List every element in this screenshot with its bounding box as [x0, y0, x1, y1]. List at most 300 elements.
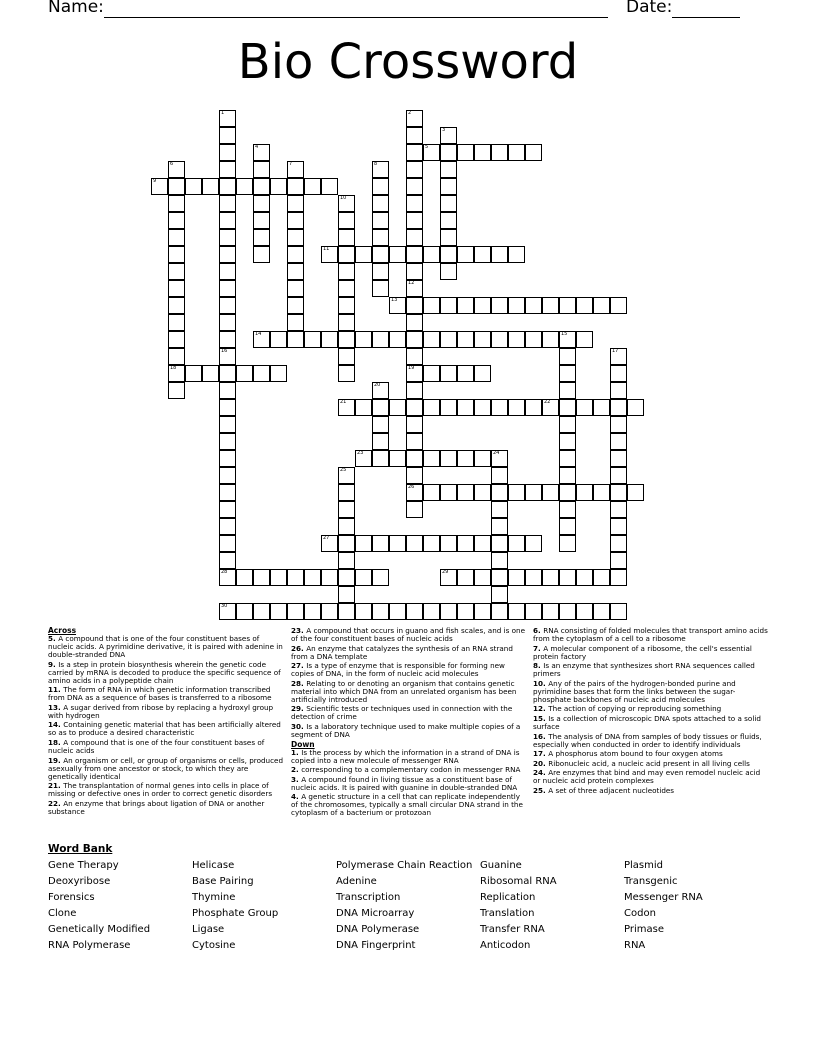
crossword-cell[interactable] — [253, 161, 270, 178]
crossword-cell[interactable] — [576, 399, 593, 416]
crossword-cell[interactable] — [559, 450, 576, 467]
crossword-cell[interactable] — [338, 263, 355, 280]
crossword-cell[interactable] — [338, 467, 355, 484]
crossword-cell[interactable] — [406, 382, 423, 399]
crossword-cell[interactable] — [559, 603, 576, 620]
crossword-cell[interactable] — [508, 331, 525, 348]
crossword-cell[interactable] — [168, 178, 185, 195]
crossword-cell[interactable] — [610, 382, 627, 399]
crossword-cell[interactable] — [219, 280, 236, 297]
crossword-cell[interactable] — [491, 586, 508, 603]
crossword-cell[interactable] — [406, 110, 423, 127]
crossword-cell[interactable] — [627, 484, 644, 501]
crossword-cell[interactable] — [423, 535, 440, 552]
crossword-cell[interactable] — [406, 212, 423, 229]
crossword-cell[interactable] — [593, 484, 610, 501]
crossword-cell[interactable] — [372, 331, 389, 348]
crossword-cell[interactable] — [287, 161, 304, 178]
crossword-cell[interactable] — [389, 450, 406, 467]
crossword-cell[interactable] — [406, 263, 423, 280]
crossword-cell[interactable] — [406, 195, 423, 212]
crossword-cell[interactable] — [236, 178, 253, 195]
crossword-cell[interactable] — [338, 484, 355, 501]
crossword-cell[interactable] — [389, 603, 406, 620]
crossword-cell[interactable] — [406, 484, 423, 501]
crossword-cell[interactable] — [372, 569, 389, 586]
crossword-cell[interactable] — [406, 161, 423, 178]
crossword-cell[interactable] — [610, 365, 627, 382]
crossword-cell[interactable] — [338, 195, 355, 212]
crossword-cell[interactable] — [610, 552, 627, 569]
crossword-cell[interactable] — [202, 365, 219, 382]
crossword-cell[interactable] — [389, 535, 406, 552]
crossword-cell[interactable] — [457, 297, 474, 314]
crossword-cell[interactable] — [219, 348, 236, 365]
crossword-cell[interactable] — [457, 144, 474, 161]
crossword-cell[interactable] — [474, 484, 491, 501]
crossword-cell[interactable] — [440, 195, 457, 212]
crossword-cell[interactable] — [287, 603, 304, 620]
crossword-cell[interactable] — [168, 348, 185, 365]
crossword-cell[interactable] — [219, 110, 236, 127]
crossword-cell[interactable] — [406, 331, 423, 348]
crossword-cell[interactable] — [338, 229, 355, 246]
crossword-cell[interactable] — [559, 433, 576, 450]
crossword-cell[interactable] — [491, 297, 508, 314]
crossword-cell[interactable] — [219, 467, 236, 484]
crossword-cell[interactable] — [151, 178, 168, 195]
crossword-cell[interactable] — [253, 229, 270, 246]
crossword-cell[interactable] — [406, 501, 423, 518]
crossword-cell[interactable] — [168, 382, 185, 399]
crossword-cell[interactable] — [576, 297, 593, 314]
crossword-cell[interactable] — [559, 348, 576, 365]
crossword-cell[interactable] — [219, 433, 236, 450]
crossword-cell[interactable] — [270, 365, 287, 382]
crossword-cell[interactable] — [355, 603, 372, 620]
crossword-cell[interactable] — [610, 535, 627, 552]
crossword-cell[interactable] — [389, 399, 406, 416]
crossword-cell[interactable] — [338, 212, 355, 229]
crossword-cell[interactable] — [457, 484, 474, 501]
crossword-cell[interactable] — [321, 246, 338, 263]
crossword-cell[interactable] — [576, 569, 593, 586]
crossword-cell[interactable] — [168, 263, 185, 280]
crossword-cell[interactable] — [457, 246, 474, 263]
crossword-cell[interactable] — [372, 416, 389, 433]
crossword-cell[interactable] — [253, 246, 270, 263]
crossword-cell[interactable] — [406, 603, 423, 620]
crossword-cell[interactable] — [219, 518, 236, 535]
crossword-cell[interactable] — [406, 246, 423, 263]
crossword-cell[interactable] — [559, 467, 576, 484]
crossword-cell[interactable] — [542, 603, 559, 620]
crossword-cell[interactable] — [236, 569, 253, 586]
crossword-cell[interactable] — [610, 450, 627, 467]
crossword-cell[interactable] — [253, 569, 270, 586]
crossword-cell[interactable] — [168, 331, 185, 348]
crossword-cell[interactable] — [219, 161, 236, 178]
crossword-cell[interactable] — [236, 365, 253, 382]
crossword-cell[interactable] — [474, 603, 491, 620]
crossword-cell[interactable] — [406, 127, 423, 144]
crossword-cell[interactable] — [270, 331, 287, 348]
crossword-cell[interactable] — [168, 246, 185, 263]
crossword-cell[interactable] — [219, 552, 236, 569]
crossword-cell[interactable] — [406, 535, 423, 552]
crossword-cell[interactable] — [559, 382, 576, 399]
crossword-cell[interactable] — [508, 569, 525, 586]
crossword-cell[interactable] — [508, 297, 525, 314]
crossword-cell[interactable] — [457, 569, 474, 586]
crossword-cell[interactable] — [542, 569, 559, 586]
crossword-cell[interactable] — [491, 535, 508, 552]
crossword-cell[interactable] — [440, 603, 457, 620]
crossword-cell[interactable] — [253, 212, 270, 229]
crossword-cell[interactable] — [508, 603, 525, 620]
crossword-cell[interactable] — [287, 263, 304, 280]
crossword-cell[interactable] — [423, 399, 440, 416]
crossword-cell[interactable] — [610, 399, 627, 416]
crossword-cell[interactable] — [525, 603, 542, 620]
crossword-cell[interactable] — [338, 586, 355, 603]
crossword-cell[interactable] — [474, 246, 491, 263]
crossword-cell[interactable] — [440, 263, 457, 280]
crossword-cell[interactable] — [423, 297, 440, 314]
crossword-cell[interactable] — [372, 212, 389, 229]
crossword-cell[interactable] — [338, 552, 355, 569]
crossword-cell[interactable] — [474, 144, 491, 161]
crossword-cell[interactable] — [185, 365, 202, 382]
crossword-cell[interactable] — [168, 212, 185, 229]
crossword-cell[interactable] — [542, 484, 559, 501]
crossword-cell[interactable] — [338, 518, 355, 535]
crossword-cell[interactable] — [372, 246, 389, 263]
crossword-cell[interactable] — [253, 603, 270, 620]
crossword-cell[interactable] — [168, 297, 185, 314]
crossword-cell[interactable] — [440, 399, 457, 416]
crossword-cell[interactable] — [219, 501, 236, 518]
crossword-cell[interactable] — [338, 280, 355, 297]
crossword-cell[interactable] — [406, 348, 423, 365]
crossword-cell[interactable] — [219, 212, 236, 229]
crossword-cell[interactable] — [559, 518, 576, 535]
crossword-cell[interactable] — [457, 365, 474, 382]
crossword-cell[interactable] — [457, 399, 474, 416]
crossword-cell[interactable] — [491, 331, 508, 348]
crossword-cell[interactable] — [440, 365, 457, 382]
crossword-cell[interactable] — [287, 178, 304, 195]
crossword-cell[interactable] — [525, 569, 542, 586]
crossword-cell[interactable] — [355, 399, 372, 416]
crossword-cell[interactable] — [491, 450, 508, 467]
crossword-cell[interactable] — [219, 484, 236, 501]
crossword-cell[interactable] — [491, 569, 508, 586]
crossword-cell[interactable] — [423, 331, 440, 348]
crossword-cell[interactable] — [525, 535, 542, 552]
crossword-cell[interactable] — [168, 195, 185, 212]
crossword-cell[interactable] — [610, 297, 627, 314]
crossword-cell[interactable] — [627, 399, 644, 416]
crossword-cell[interactable] — [219, 399, 236, 416]
crossword-cell[interactable] — [372, 229, 389, 246]
crossword-cell[interactable] — [219, 178, 236, 195]
crossword-cell[interactable] — [372, 399, 389, 416]
crossword-cell[interactable] — [372, 195, 389, 212]
crossword-cell[interactable] — [389, 297, 406, 314]
crossword-cell[interactable] — [168, 229, 185, 246]
crossword-cell[interactable] — [338, 535, 355, 552]
crossword-cell[interactable] — [372, 178, 389, 195]
crossword-cell[interactable] — [338, 399, 355, 416]
crossword-cell[interactable] — [304, 331, 321, 348]
crossword-cell[interactable] — [321, 603, 338, 620]
crossword-cell[interactable] — [508, 144, 525, 161]
crossword-cell[interactable] — [253, 331, 270, 348]
crossword-cell[interactable] — [474, 535, 491, 552]
crossword-cell[interactable] — [219, 144, 236, 161]
crossword-cell[interactable] — [593, 399, 610, 416]
crossword-cell[interactable] — [610, 501, 627, 518]
crossword-cell[interactable] — [321, 535, 338, 552]
crossword-cell[interactable] — [474, 569, 491, 586]
crossword-cell[interactable] — [559, 501, 576, 518]
crossword-cell[interactable] — [219, 246, 236, 263]
crossword-cell[interactable] — [525, 297, 542, 314]
crossword-cell[interactable] — [406, 450, 423, 467]
crossword-cell[interactable] — [372, 280, 389, 297]
crossword-cell[interactable] — [491, 603, 508, 620]
crossword-cell[interactable] — [474, 365, 491, 382]
crossword-cell[interactable] — [287, 280, 304, 297]
crossword-cell[interactable] — [287, 297, 304, 314]
crossword-cell[interactable] — [525, 144, 542, 161]
crossword-cell[interactable] — [406, 229, 423, 246]
crossword-cell[interactable] — [219, 127, 236, 144]
crossword-cell[interactable] — [491, 501, 508, 518]
crossword-cell[interactable] — [593, 569, 610, 586]
crossword-cell[interactable] — [372, 263, 389, 280]
crossword-cell[interactable] — [440, 297, 457, 314]
crossword-cell[interactable] — [610, 484, 627, 501]
crossword-cell[interactable] — [610, 348, 627, 365]
crossword-cell[interactable] — [406, 280, 423, 297]
crossword-cell[interactable] — [287, 229, 304, 246]
crossword-cell[interactable] — [491, 552, 508, 569]
crossword-cell[interactable] — [610, 467, 627, 484]
crossword-cell[interactable] — [525, 399, 542, 416]
crossword-cell[interactable] — [253, 195, 270, 212]
crossword-cell[interactable] — [253, 178, 270, 195]
crossword-cell[interactable] — [270, 569, 287, 586]
crossword-cell[interactable] — [440, 212, 457, 229]
crossword-cell[interactable] — [423, 144, 440, 161]
crossword-cell[interactable] — [525, 331, 542, 348]
crossword-cell[interactable] — [406, 314, 423, 331]
crossword-cell[interactable] — [219, 195, 236, 212]
crossword-cell[interactable] — [321, 569, 338, 586]
crossword-cell[interactable] — [440, 450, 457, 467]
crossword-cell[interactable] — [355, 535, 372, 552]
crossword-cell[interactable] — [406, 144, 423, 161]
crossword-cell[interactable] — [287, 195, 304, 212]
crossword-cell[interactable] — [525, 484, 542, 501]
crossword-cell[interactable] — [338, 365, 355, 382]
crossword-cell[interactable] — [457, 603, 474, 620]
crossword-cell[interactable] — [219, 263, 236, 280]
crossword-cell[interactable] — [508, 535, 525, 552]
crossword-cell[interactable] — [389, 246, 406, 263]
crossword-cell[interactable] — [389, 331, 406, 348]
crossword-cell[interactable] — [440, 331, 457, 348]
crossword-cell[interactable] — [304, 178, 321, 195]
crossword-cell[interactable] — [168, 161, 185, 178]
crossword-cell[interactable] — [202, 178, 219, 195]
crossword-cell[interactable] — [610, 603, 627, 620]
crossword-cell[interactable] — [474, 450, 491, 467]
crossword-cell[interactable] — [576, 484, 593, 501]
crossword-cell[interactable] — [338, 331, 355, 348]
crossword-cell[interactable] — [372, 433, 389, 450]
crossword-cell[interactable] — [406, 433, 423, 450]
crossword-cell[interactable] — [423, 484, 440, 501]
crossword-cell[interactable] — [338, 246, 355, 263]
crossword-cell[interactable] — [168, 280, 185, 297]
crossword-cell[interactable] — [219, 569, 236, 586]
crossword-cell[interactable] — [219, 535, 236, 552]
crossword-cell[interactable] — [219, 382, 236, 399]
crossword-cell[interactable] — [440, 178, 457, 195]
crossword-cell[interactable] — [406, 297, 423, 314]
crossword-cell[interactable] — [491, 399, 508, 416]
crossword-cell[interactable] — [542, 297, 559, 314]
crossword-cell[interactable] — [219, 229, 236, 246]
crossword-cell[interactable] — [338, 569, 355, 586]
crossword-cell[interactable] — [406, 467, 423, 484]
crossword-cell[interactable] — [338, 501, 355, 518]
crossword-cell[interactable] — [610, 569, 627, 586]
crossword-cell[interactable] — [372, 450, 389, 467]
crossword-cell[interactable] — [219, 365, 236, 382]
crossword-cell[interactable] — [355, 569, 372, 586]
crossword-cell[interactable] — [440, 535, 457, 552]
crossword-cell[interactable] — [372, 535, 389, 552]
crossword-cell[interactable] — [219, 450, 236, 467]
crossword-cell[interactable] — [559, 569, 576, 586]
crossword-cell[interactable] — [474, 297, 491, 314]
crossword-cell[interactable] — [287, 212, 304, 229]
crossword-cell[interactable] — [423, 603, 440, 620]
crossword-cell[interactable] — [287, 569, 304, 586]
crossword-cell[interactable] — [491, 246, 508, 263]
crossword-cell[interactable] — [372, 382, 389, 399]
crossword-cell[interactable] — [457, 450, 474, 467]
crossword-cell[interactable] — [491, 144, 508, 161]
crossword-cell[interactable] — [559, 484, 576, 501]
crossword-cell[interactable] — [559, 399, 576, 416]
crossword-cell[interactable] — [542, 331, 559, 348]
crossword-cell[interactable] — [610, 518, 627, 535]
crossword-cell[interactable] — [355, 331, 372, 348]
crossword-cell[interactable] — [338, 348, 355, 365]
crossword-cell[interactable] — [474, 399, 491, 416]
crossword-cell[interactable] — [185, 178, 202, 195]
crossword-cell[interactable] — [304, 603, 321, 620]
crossword-cell[interactable] — [304, 569, 321, 586]
crossword-cell[interactable] — [219, 416, 236, 433]
crossword-cell[interactable] — [321, 178, 338, 195]
crossword-cell[interactable] — [236, 603, 253, 620]
crossword-cell[interactable] — [559, 365, 576, 382]
crossword-cell[interactable] — [338, 603, 355, 620]
crossword-cell[interactable] — [559, 297, 576, 314]
crossword-cell[interactable] — [287, 331, 304, 348]
crossword-cell[interactable] — [253, 144, 270, 161]
crossword-cell[interactable] — [559, 331, 576, 348]
crossword-cell[interactable] — [270, 603, 287, 620]
crossword-cell[interactable] — [559, 416, 576, 433]
crossword-cell[interactable] — [593, 603, 610, 620]
crossword-cell[interactable] — [440, 127, 457, 144]
crossword-cell[interactable] — [440, 161, 457, 178]
crossword-cell[interactable] — [219, 603, 236, 620]
crossword-cell[interactable] — [491, 518, 508, 535]
crossword-cell[interactable] — [440, 484, 457, 501]
crossword-cell[interactable] — [491, 484, 508, 501]
crossword-cell[interactable] — [559, 535, 576, 552]
crossword-cell[interactable] — [593, 297, 610, 314]
crossword-cell[interactable] — [542, 399, 559, 416]
crossword-cell[interactable] — [338, 297, 355, 314]
crossword-cell[interactable] — [508, 484, 525, 501]
crossword-cell[interactable] — [253, 365, 270, 382]
crossword-cell[interactable] — [440, 144, 457, 161]
crossword-cell[interactable] — [168, 314, 185, 331]
crossword-cell[interactable] — [219, 331, 236, 348]
crossword-cell[interactable] — [440, 246, 457, 263]
crossword-cell[interactable] — [219, 297, 236, 314]
crossword-cell[interactable] — [474, 331, 491, 348]
crossword-cell[interactable] — [355, 450, 372, 467]
crossword-cell[interactable] — [168, 365, 185, 382]
crossword-cell[interactable] — [406, 416, 423, 433]
crossword-cell[interactable] — [321, 331, 338, 348]
crossword-cell[interactable] — [440, 229, 457, 246]
crossword-cell[interactable] — [508, 246, 525, 263]
crossword-cell[interactable] — [508, 399, 525, 416]
crossword-cell[interactable] — [338, 314, 355, 331]
crossword-cell[interactable] — [287, 246, 304, 263]
crossword-cell[interactable] — [355, 246, 372, 263]
crossword-cell[interactable] — [457, 331, 474, 348]
crossword-cell[interactable] — [423, 450, 440, 467]
crossword-cell[interactable] — [406, 365, 423, 382]
crossword-cell[interactable] — [576, 603, 593, 620]
crossword-cell[interactable] — [423, 246, 440, 263]
crossword-cell[interactable] — [576, 331, 593, 348]
crossword-cell[interactable] — [491, 467, 508, 484]
crossword-cell[interactable] — [372, 603, 389, 620]
crossword-cell[interactable] — [610, 433, 627, 450]
crossword-cell[interactable] — [457, 535, 474, 552]
crossword-cell[interactable] — [219, 314, 236, 331]
crossword-cell[interactable] — [423, 365, 440, 382]
crossword-cell[interactable] — [406, 178, 423, 195]
crossword-cell[interactable] — [372, 161, 389, 178]
crossword-cell[interactable] — [287, 314, 304, 331]
crossword-cell[interactable] — [270, 178, 287, 195]
crossword-cell[interactable] — [440, 569, 457, 586]
